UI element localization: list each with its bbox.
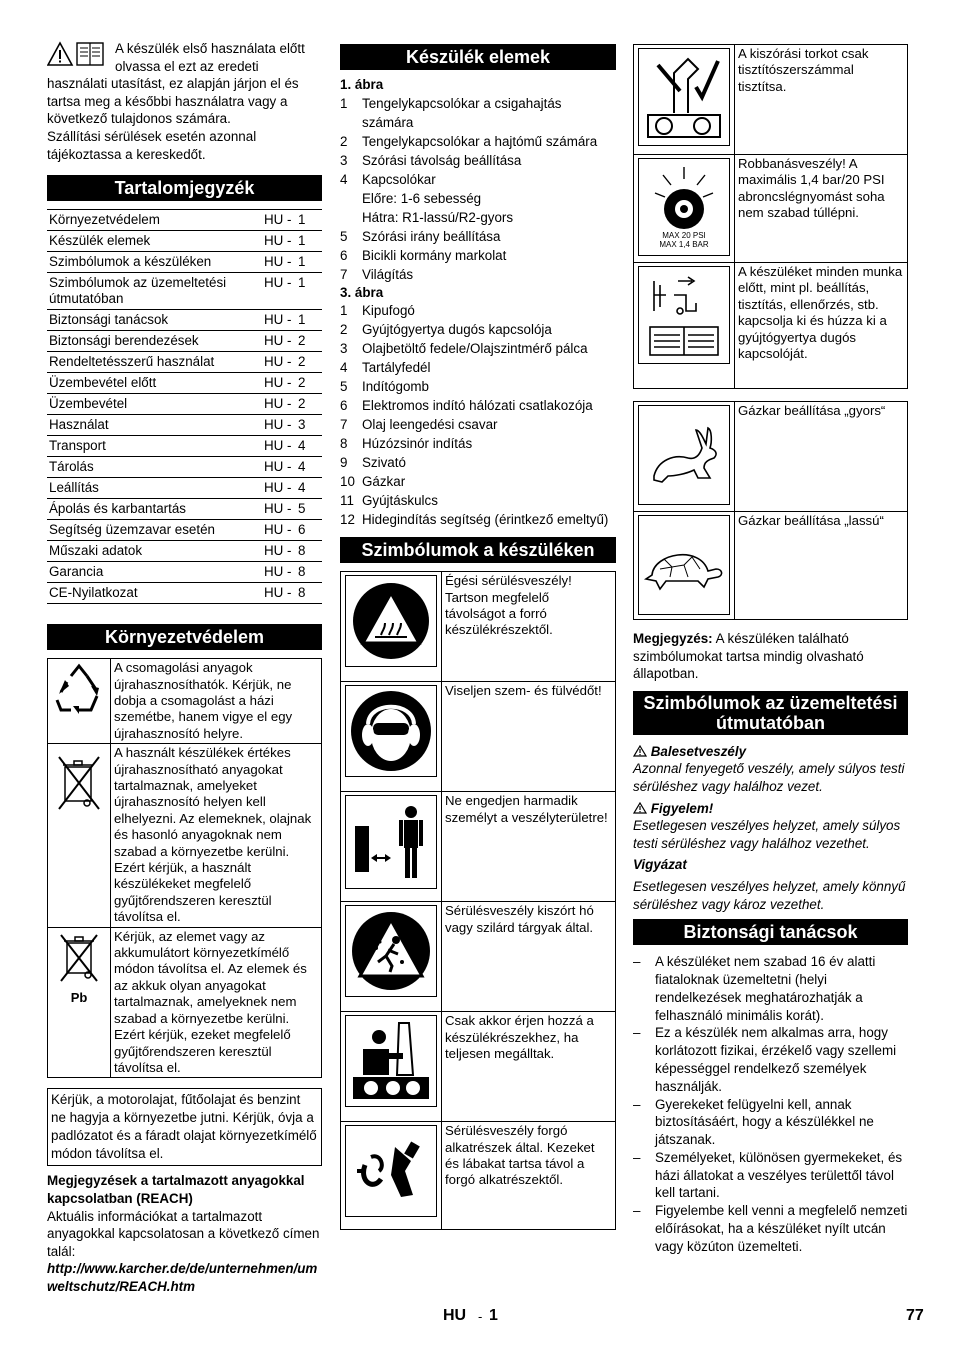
symbol-icon-cell bbox=[341, 792, 442, 902]
part-label: Gázkar bbox=[362, 474, 406, 490]
toc-heading: Tartalomjegyzék bbox=[47, 175, 322, 201]
symbols-col3-table-1 bbox=[633, 44, 908, 389]
symbol-icon-cell bbox=[341, 572, 442, 682]
turtle-slow-icon bbox=[642, 535, 726, 595]
fig3-label: 3. ábra bbox=[340, 284, 384, 300]
part-label: Tengelykapcsolókar a hajtómű számára bbox=[362, 133, 598, 149]
transport-note: Szállítási sérülések esetén azonnal tájékoztassa a kereskedőt. bbox=[47, 128, 257, 162]
keep-distance-person-icon bbox=[349, 800, 433, 884]
toc-page: 6 bbox=[296, 520, 322, 541]
safety-text: Figyelembe kell venni a megfelelő nemzeti előírásokat, ha a készüléket nyílt utcán vagy közúton üzemelteti. bbox=[655, 1203, 908, 1254]
toc-row[interactable] bbox=[47, 541, 322, 562]
warning-manual-icons bbox=[47, 40, 109, 74]
toc-prefix: HU - bbox=[262, 541, 296, 562]
toc-page: 2 bbox=[296, 394, 322, 415]
symbols-manual-heading: Szimbólumok az üzemeltetési útmutatóban bbox=[633, 691, 908, 735]
toc-page: 1 bbox=[296, 252, 322, 273]
symbol-icon-cell bbox=[341, 902, 442, 1012]
part-label: Indítógomb bbox=[362, 379, 429, 395]
footer-sep: - bbox=[478, 1309, 483, 1324]
toc-prefix: HU - bbox=[262, 373, 296, 394]
tire-pressure-icon bbox=[649, 165, 719, 231]
symbol-icon-cell bbox=[634, 512, 735, 620]
part-number: 2 bbox=[340, 133, 348, 149]
column-3 bbox=[633, 44, 908, 1256]
toc-prefix: HU - bbox=[262, 436, 296, 457]
note-text: A készüléken található szimbólumokat tartsa mindig olvasható állapotban. bbox=[633, 631, 864, 682]
symbol-row bbox=[341, 902, 616, 1012]
recycle-icon bbox=[51, 662, 107, 722]
symbol-icon-cell bbox=[634, 45, 735, 155]
symbol-row bbox=[634, 155, 908, 263]
safety-list bbox=[633, 953, 908, 1256]
toc-row[interactable] bbox=[47, 457, 322, 478]
symbol-row bbox=[634, 263, 908, 389]
fig1-list bbox=[340, 94, 616, 284]
part-indent bbox=[340, 189, 362, 208]
toc-prefix: HU - bbox=[262, 352, 296, 373]
toc-label: CE-Nyilatkozat bbox=[47, 583, 262, 604]
toc-label: Segítség üzemzavar esetén bbox=[47, 520, 262, 541]
toc-page: 1 bbox=[296, 210, 322, 231]
toc-prefix: HU - bbox=[262, 394, 296, 415]
danger-heading bbox=[633, 743, 908, 761]
toc-row[interactable] bbox=[47, 415, 322, 436]
crossed-bin-pb-icon bbox=[51, 931, 107, 987]
toc-page: 1 bbox=[296, 231, 322, 252]
parts-heading: Készülék elemek bbox=[340, 44, 616, 70]
part-item bbox=[340, 358, 616, 377]
danger-label: Balesetveszély bbox=[650, 743, 747, 759]
toc-label: Leállítás bbox=[47, 478, 262, 499]
unplug-spark-manual-icon bbox=[644, 271, 724, 359]
toc-prefix: HU - bbox=[262, 562, 296, 583]
eye-ear-protection-icon bbox=[349, 689, 433, 773]
part-item bbox=[340, 453, 616, 472]
toc-row[interactable] bbox=[47, 583, 322, 604]
toc-label: Szimbólumok az üzemeltetési útmutatóban bbox=[47, 273, 262, 310]
part-number: 12 bbox=[340, 512, 355, 528]
symbol-text: Égési sérülésveszély! Tartson megfelelő távolságot a forró készülékrészektől. bbox=[442, 572, 616, 682]
part-number: 4 bbox=[340, 360, 348, 376]
toc-label: Műszaki adatok bbox=[47, 541, 262, 562]
part-label: Olaj leengedési csavar bbox=[362, 417, 498, 433]
part-label: Húzózsinór indítás bbox=[362, 436, 473, 452]
symbol-icon-cell bbox=[634, 155, 735, 263]
toc-row[interactable] bbox=[47, 436, 322, 457]
page-number: 77 bbox=[906, 1307, 924, 1324]
safety-item bbox=[633, 1149, 908, 1202]
part-indent bbox=[340, 208, 362, 227]
bar-label: MAX 1,4 BAR bbox=[659, 240, 709, 249]
symbol-text: Sérülésveszély kiszórt hó vagy szilárd tárgyak által. bbox=[442, 902, 616, 1012]
safety-item bbox=[633, 1202, 908, 1255]
part-number: 5 bbox=[340, 228, 348, 244]
part-item bbox=[340, 170, 616, 189]
env-row bbox=[48, 744, 322, 927]
toc-label: Szimbólumok a készüléken bbox=[47, 252, 262, 273]
manual-book-icon bbox=[77, 43, 103, 65]
fig3-list bbox=[340, 301, 616, 529]
touch-when-stopped-icon bbox=[349, 1019, 433, 1103]
reach-link[interactable]: http://www.karcher.de/de/unternehmen/umweltschutz/REACH.htm bbox=[47, 1261, 318, 1294]
env-text: A csomagolási anyagok újrahasznosíthatók. Kérjük, ne dobja a csomagolást a házi szemétbe, hanem vigye el egy újrahasznosító helyre. bbox=[111, 659, 322, 744]
toc-row[interactable] bbox=[47, 478, 322, 499]
hot-surface-warning-icon bbox=[351, 581, 431, 661]
toc-prefix: HU - bbox=[262, 231, 296, 252]
symbols-device-table bbox=[340, 571, 616, 1230]
footer-local-page: 1 bbox=[489, 1307, 498, 1324]
part-number: 6 bbox=[340, 398, 348, 414]
symbols-device-heading: Szimbólumok a készüléken bbox=[340, 537, 616, 563]
symbols-col3-table-2 bbox=[633, 401, 908, 620]
part-number: 7 bbox=[340, 417, 348, 433]
symbol-text: Gázkar beállítása „lassú“ bbox=[735, 512, 908, 620]
toc-page: 4 bbox=[296, 436, 322, 457]
warning-triangle-icon bbox=[633, 802, 647, 814]
env-text: A használt készülékek értékes újrahasznosítható anyagokat tartalmaznak, amelyeket újrahasznosító helyen kell elhelyezni. Az elemeknek, olajnak és hasonló anyagoknak nem szabad a környezetbe kerülni. Ezért kérjük, a használt készülékeket megfelelő gyűjtőrendszeren keresztül távolítsa el. bbox=[111, 744, 322, 927]
toc-prefix: HU - bbox=[262, 331, 296, 352]
env-table bbox=[47, 658, 322, 1078]
note-label: Megjegyzés: bbox=[633, 631, 713, 646]
flying-objects-warning-icon bbox=[350, 910, 432, 992]
dash-bullet: – bbox=[633, 1025, 641, 1041]
part-label: Szórási irány beállítása bbox=[362, 228, 501, 244]
dash-bullet: – bbox=[633, 1149, 641, 1165]
part-label: Elektromos indító hálózati csatlakozója bbox=[362, 398, 593, 414]
part-label: Bicikli kormány markolat bbox=[362, 247, 507, 263]
symbol-row bbox=[341, 682, 616, 792]
part-label: Gyújtógyertya dugós kapcsolója bbox=[362, 322, 552, 338]
part-item bbox=[340, 339, 616, 358]
toc-prefix: HU - bbox=[262, 457, 296, 478]
toc-row[interactable] bbox=[47, 394, 322, 415]
toc-row[interactable] bbox=[47, 273, 322, 310]
safety-heading: Biztonsági tanácsok bbox=[633, 919, 908, 945]
rabbit-fast-icon bbox=[644, 420, 724, 490]
toc-label: Garancia bbox=[47, 562, 262, 583]
page-footer bbox=[0, 1307, 954, 1329]
toc-row[interactable] bbox=[47, 373, 322, 394]
part-item bbox=[340, 94, 616, 132]
env-row bbox=[48, 659, 322, 744]
toc-row[interactable] bbox=[47, 499, 322, 520]
toc-row[interactable] bbox=[47, 310, 322, 331]
toc-page: 5 bbox=[296, 499, 322, 520]
symbol-icon-cell bbox=[634, 263, 735, 389]
toc-label: Készülék elemek bbox=[47, 231, 262, 252]
part-label: Szórási távolság beállítása bbox=[362, 152, 522, 168]
warning-text: Esetlegesen veszélyes helyzet, amely súlyos testi sérüléshez vagy halálhoz vezethet. bbox=[633, 818, 901, 851]
crossed-bin-icon bbox=[51, 747, 107, 817]
part-item bbox=[340, 377, 616, 396]
toc-page: 2 bbox=[296, 352, 322, 373]
toc-page: 8 bbox=[296, 541, 322, 562]
part-item bbox=[340, 246, 616, 265]
rotating-auger-hand-icon bbox=[351, 1131, 431, 1211]
symbol-row bbox=[634, 512, 908, 620]
toc-prefix: HU - bbox=[262, 310, 296, 331]
symbol-row bbox=[341, 1012, 616, 1122]
chute-cleaning-tool-icon bbox=[644, 53, 724, 141]
toc-label: Rendeltetésszerű használat bbox=[47, 352, 262, 373]
symbol-text: A készüléket minden munka előtt, mint pl. beállítás, tisztítás, ellenőrzés, stb. kapcsolja ki és húzza ki a gyújtógyertya dugós kapcsolóját. bbox=[735, 263, 908, 389]
toc-prefix: HU - bbox=[262, 415, 296, 436]
reach-text: Aktuális információkat a tartalmazott anyagokkal kapcsolatosan a következő címen talál: bbox=[47, 1208, 320, 1259]
part-number: 8 bbox=[340, 436, 348, 452]
part-number: 7 bbox=[340, 266, 348, 282]
part-item bbox=[340, 265, 616, 284]
column-2 bbox=[340, 40, 616, 1230]
part-number: 2 bbox=[340, 322, 348, 338]
part-label: Kapcsolókar bbox=[362, 171, 436, 187]
toc-row[interactable] bbox=[47, 562, 322, 583]
toc-page: 2 bbox=[296, 373, 322, 394]
symbol-icon-cell bbox=[634, 402, 735, 512]
warning-heading bbox=[633, 800, 908, 818]
symbol-icon-cell bbox=[341, 1012, 442, 1122]
toc-page: 3 bbox=[296, 415, 322, 436]
part-label: Hidegindítás segítség (érintkező emeltyű) bbox=[362, 512, 609, 528]
part-number: 1 bbox=[340, 95, 348, 111]
part-item bbox=[340, 472, 616, 491]
part-item bbox=[340, 434, 616, 453]
toc-page: 4 bbox=[296, 457, 322, 478]
part-number: 11 bbox=[340, 493, 354, 509]
safety-item bbox=[633, 1096, 908, 1149]
part-item bbox=[340, 301, 616, 320]
column-1 bbox=[47, 40, 322, 1295]
env-icon-cell bbox=[48, 927, 111, 1078]
part-sublabel: Hátra: R1-lassú/R2-gyors bbox=[362, 209, 514, 225]
toc-label: Biztonsági tanácsok bbox=[47, 310, 262, 331]
part-number: 3 bbox=[340, 152, 348, 168]
env-icon-cell bbox=[48, 659, 111, 744]
symbol-row bbox=[341, 792, 616, 902]
part-number: 10 bbox=[340, 474, 355, 490]
part-label: Szivató bbox=[362, 455, 406, 471]
toc-prefix: HU - bbox=[262, 499, 296, 520]
psi-label: MAX 20 PSI bbox=[662, 231, 706, 240]
part-subitem bbox=[340, 208, 616, 227]
part-item bbox=[340, 151, 616, 170]
warning-label: Figyelem! bbox=[650, 800, 714, 816]
safety-text: A készüléket nem szabad 16 év alatti fiataloknak üzemeltetni (helyi rendelkezések meghatározhatják a felhasználó minimális korát). bbox=[655, 954, 876, 1023]
dash-bullet: – bbox=[633, 1096, 641, 1112]
symbol-text: Sérülésveszély forgó alkatrészek által. Kezeket és lábakat tartsa távol a forgó alkatrészektől. bbox=[442, 1122, 616, 1230]
symbol-text: Csak akkor érjen hozzá a készülékrészekhez, ha teljesen megálltak. bbox=[442, 1012, 616, 1122]
toc-page: 4 bbox=[296, 478, 322, 499]
toc-page: 2 bbox=[296, 331, 322, 352]
oil-note: Kérjük, a motorolajat, fűtőolajat és benzint ne hagyja a környezetbe jutni. Kérjük, óvja a padlózatot és a fáradt olajat környezetkímélő módon távolítsa el. bbox=[47, 1088, 322, 1166]
warning-triangle-icon bbox=[47, 40, 109, 68]
safety-text: Gyerekeket felügyelni kell, annak biztosításáért, hogy a készülékkel ne játszanak. bbox=[655, 1096, 874, 1148]
toc-prefix: HU - bbox=[262, 210, 296, 231]
part-item bbox=[340, 227, 616, 246]
toc-table bbox=[47, 209, 322, 604]
symbol-row bbox=[341, 572, 616, 682]
env-row bbox=[48, 927, 322, 1078]
part-number: 4 bbox=[340, 171, 348, 187]
part-sublabel: Előre: 1-6 sebesség bbox=[362, 190, 482, 206]
toc-row[interactable] bbox=[47, 210, 322, 231]
symbol-row bbox=[341, 1122, 616, 1230]
toc-label: Használat bbox=[47, 415, 262, 436]
dash-bullet: – bbox=[633, 954, 641, 970]
part-subitem bbox=[340, 189, 616, 208]
part-label: Olajbetöltő fedele/Olajszintmérő pálca bbox=[362, 341, 588, 357]
symbol-row bbox=[634, 45, 908, 155]
part-label: Gyújtáskulcs bbox=[362, 493, 438, 509]
toc-label: Környezetvédelem bbox=[47, 210, 262, 231]
pb-label: Pb bbox=[70, 990, 88, 1006]
symbol-text: Ne engedjen harmadik személyt a veszélyterületre! bbox=[442, 792, 616, 902]
part-label: Tartályfedél bbox=[362, 360, 431, 376]
toc-page: 8 bbox=[296, 562, 322, 583]
toc-page: 1 bbox=[296, 310, 322, 331]
toc-row[interactable] bbox=[47, 252, 322, 273]
env-heading: Környezetvédelem bbox=[47, 624, 322, 650]
toc-label: Tárolás bbox=[47, 457, 262, 478]
part-item bbox=[340, 510, 616, 529]
symbol-icon-cell bbox=[341, 682, 442, 792]
part-number: 3 bbox=[340, 341, 348, 357]
symbol-row bbox=[634, 402, 908, 512]
caution-text: Esetlegesen veszélyes helyzet, amely könnyű sérüléshez vagy károz vezethet. bbox=[633, 878, 906, 912]
toc-label: Biztonsági berendezések bbox=[47, 331, 262, 352]
part-label: Tengelykapcsolókar a csigahajtás számára bbox=[362, 95, 562, 130]
part-item bbox=[340, 320, 616, 339]
toc-prefix: HU - bbox=[262, 520, 296, 541]
toc-label: Üzembevétel bbox=[47, 394, 262, 415]
symbol-text: Robbanásveszély! A maximális 1,4 bar/20 PSI abroncslégnyomást soha nem szabad túllépni. bbox=[735, 155, 908, 263]
part-label: Kipufogó bbox=[362, 303, 415, 319]
toc-label: Transport bbox=[47, 436, 262, 457]
safety-text: Ez a készülék nem alkalmas arra, hogy korlátozott fizikai, érzékelő vagy szellemi képességgel rendelkező személyek használják. bbox=[655, 1025, 897, 1094]
toc-page: 8 bbox=[296, 583, 322, 604]
toc-row[interactable] bbox=[47, 231, 322, 252]
part-item bbox=[340, 396, 616, 415]
env-icon-cell bbox=[48, 744, 111, 927]
part-number: 9 bbox=[340, 455, 348, 471]
intro-block bbox=[47, 40, 322, 163]
symbol-text: A kiszórási torkot csak tisztítószerszámmal tisztítsa. bbox=[735, 45, 908, 155]
toc-prefix: HU - bbox=[262, 273, 296, 310]
dash-bullet: – bbox=[633, 1203, 641, 1219]
part-number: 1 bbox=[340, 303, 348, 319]
symbol-text: Gázkar beállítása „gyors“ bbox=[735, 402, 908, 512]
danger-text: Azonnal fenyegető veszély, amely súlyos testi sérüléshez vagy halálhoz vezet. bbox=[633, 761, 905, 794]
env-text: Kérjük, az elemet vagy az akkumulátort környezetkímélő módon távolítsa el. Az elemek és az akkuk olyan anyagokat tartalmaznak, amelyeknek nem szabad a környezetbe kerülni. Ezért kérjük, ezeket megfelelő gyűjtőrendszeren keresztül távolítsa el. bbox=[111, 927, 322, 1078]
part-item bbox=[340, 491, 616, 510]
toc-row[interactable] bbox=[47, 331, 322, 352]
part-number: 5 bbox=[340, 379, 348, 395]
symbol-text: Viseljen szem- és fülvédőt! bbox=[442, 682, 616, 792]
fig1-label: 1. ábra bbox=[340, 77, 384, 92]
toc-row[interactable] bbox=[47, 520, 322, 541]
caution-label: Vigyázat bbox=[633, 857, 687, 873]
footer-lang: HU bbox=[443, 1307, 467, 1324]
reach-title: Megjegyzések a tartalmazott anyagokkal kapcsolatban (REACH) bbox=[47, 1173, 305, 1206]
part-item bbox=[340, 132, 616, 151]
part-label: Világítás bbox=[362, 266, 414, 282]
toc-label: Üzembevétel előtt bbox=[47, 373, 262, 394]
warning-triangle-icon bbox=[633, 745, 647, 757]
part-number: 6 bbox=[340, 247, 348, 263]
toc-prefix: HU - bbox=[262, 583, 296, 604]
safety-item bbox=[633, 953, 908, 1024]
part-item bbox=[340, 415, 616, 434]
symbol-icon-cell bbox=[341, 1122, 442, 1230]
toc-prefix: HU - bbox=[262, 478, 296, 499]
toc-row[interactable] bbox=[47, 352, 322, 373]
toc-prefix: HU - bbox=[262, 252, 296, 273]
intro-text: A készülék első használata előtt olvassa el ezt az eredeti használati utasítást, ez alapján járjon el és tartsa meg a későbbi használatra vagy a következő tulajdonos számára. bbox=[47, 41, 305, 127]
safety-text: Személyeket, különösen gyermekeket, és házi állatokat a veszélyes területtől távol kell tartani. bbox=[655, 1149, 903, 1201]
safety-item bbox=[633, 1024, 908, 1095]
toc-label: Ápolás és karbantartás bbox=[47, 499, 262, 520]
toc-page: 1 bbox=[296, 273, 322, 310]
symbol-note bbox=[633, 630, 908, 683]
